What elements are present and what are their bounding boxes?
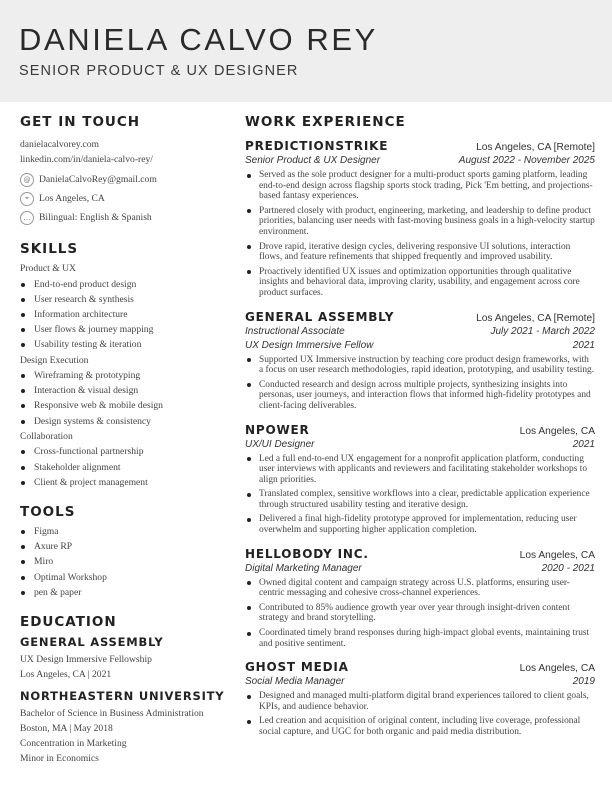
contact-item [20,189,225,208]
job-bullet: Served as the sole product designer for a multi-product sports gaming platform, leading end-to-end design across flagship sports stock trading, Pick 'Em betting, and projections-based fantasy experiences. [245,170,595,202]
role-dates: August 2022 - November 2025 [458,155,595,166]
job-header [245,309,595,325]
role-dates: 2020 - 2021 [541,562,595,574]
tool-item: pen & paper [20,585,225,600]
role-row [245,675,595,689]
resume-header [0,0,612,102]
skill-item: Stakeholder alignment [20,460,225,475]
candidate-name: DANIELA CALVO REY [19,22,378,57]
company-name: PREDICTIONSTRIKE [245,139,389,153]
job-entry [245,138,595,299]
skill-item: Responsive web & mobile design [20,398,225,413]
tool-item: Miro [20,554,225,569]
contact-heading: GET IN TOUCH [20,114,141,130]
role-dates: 2019 [572,676,595,688]
job-bullet: Delivered a final high-fidelity prototype approved for implementation, reducing user overwhelm and supporting higher application completion. [245,514,595,535]
school-name: GENERAL ASSEMBLY [20,634,164,649]
company-name: GENERAL ASSEMBLY [245,309,395,324]
skill-category: Design Execution [20,354,89,366]
job-entry [245,659,595,737]
job-bullet: Supported UX Immersive instruction by teaching core product design frameworks, with a focus on user research methodologies, rapid ideation, prototyping, and usability testing. [245,355,595,376]
skills-list [20,261,225,490]
job-bullet: Designed and managed multi-platform digital brand experiences tailored to client goals, KPIs, and audience behavior. [245,691,595,712]
role-title: Senior Product & UX Designer [245,155,381,166]
contact-text: Los Angeles, CA [39,193,105,204]
skill-item: End-to-end product design [20,277,225,292]
skill-items [20,277,225,353]
role-dates: 2021 [572,438,595,450]
education-detail: UX Design Immersive Fellowship [20,653,152,665]
education-detail: Los Angeles, CA | 2021 [20,668,112,680]
chat-bubble-icon: … [20,211,34,225]
education-detail: Bachelor of Science in Business Administration [20,707,204,719]
job-bullet: Partnered closely with product, engineering, marketing, and leadership to define product priorities, balancing user needs with fast-moving business goals in a high-velocity startup environment. [245,206,595,238]
skill-items [20,368,225,429]
job-header [245,422,595,438]
role-row [245,325,595,339]
education-detail: Boston, MA | May 2018 [20,722,113,734]
job-bullet: Led creation and acquisition of original content, including live coverage, professional social capture, and UGC for both organic and paid media distribution. [245,716,595,737]
skill-items [20,444,225,490]
education-heading: EDUCATION [20,613,117,630]
experience-heading: WORK EXPERIENCE [245,114,406,130]
education-detail: Minor in Economics [20,752,99,764]
job-bullet: Translated complex, sensitive workflows into a clear, predictable application experience through structured usability testing and iterative design. [245,489,595,510]
education-list [20,634,225,766]
contact-list [20,170,225,227]
job-bullet: Led a full end-to-end UX engagement for a nonprofit application platform, conducting user interviews with applicants and reviewers and facilitating stakeholder workshops to align priorities. [245,454,595,486]
skill-item: Wireframing & prototyping [20,368,225,383]
skill-category: Product & UX [20,263,76,274]
job-location: Los Angeles, CA [519,663,595,675]
job-bullet: Conducted research and design across multiple projects, synthesizing insights into personas, user journeys, and interaction flows that informed high-fidelity prototypes and client-facing deliverables. [245,380,595,412]
skill-item: Design systems & consistency [20,414,225,429]
role-row [245,562,595,576]
website-link[interactable]: danielacalvorey.com [20,139,100,150]
job-bullet: Owned digital content and campaign strategy across U.S. platforms, ensuring user-centric messaging and cohesive cross-channel experiences. [245,578,595,599]
role-row [245,154,595,168]
location-pin-icon: ⌖ [20,192,34,206]
job-location: Los Angeles, CA [519,549,595,561]
job-bullet: Proactively identified UX issues and optimization opportunities through qualitative insights and behavioral data, improving clarity, usability, and engagement across core product surfaces. [245,267,595,299]
left-column [20,114,225,766]
education-detail: Concentration in Marketing [20,737,127,749]
role-title: Digital Marketing Manager [245,562,362,574]
email-icon: @ [20,173,34,187]
skill-item: Information architecture [20,307,225,322]
role-title: Instructional Associate [245,325,345,337]
skill-item: Cross-functional partnership [20,444,225,459]
contact-item [20,170,225,189]
job-bullet: Coordinated timely brand responses during high-impact global events, maintaining trust and positive sentiment. [245,628,595,649]
contact-text[interactable]: DanielaCalvoRey@gmail.com [39,174,157,185]
role-title: Social Media Manager [245,676,345,688]
skill-category: Collaboration [20,430,73,442]
right-column [245,114,595,742]
job-bullets [245,691,595,737]
skill-item: Interaction & visual design [20,383,225,398]
skill-item: User research & synthesis [20,292,225,307]
skill-item: User flows & journey mapping [20,322,225,337]
contact-item [20,208,225,227]
company-name: NPOWER [245,422,310,437]
skill-item: Usability testing & iteration [20,337,225,352]
tool-item: Axure RP [20,539,225,554]
job-location: Los Angeles, CA [519,425,595,437]
job-bullets [245,170,595,299]
tools-list [20,524,225,600]
role-dates: 2021 [572,339,595,351]
job-entry [245,546,595,650]
contact-text: Bilingual: English & Spanish [39,212,152,223]
role-row [245,438,595,452]
job-location: Los Angeles, CA [Remote] [476,142,595,153]
tools-heading: TOOLS [20,503,76,520]
skills-heading: SKILLS [20,241,79,257]
job-entry [245,422,595,536]
job-header [245,138,595,154]
company-name: GHOST MEDIA [245,660,349,675]
role-row [245,339,595,353]
job-bullets [245,578,595,650]
tool-item: Figma [20,524,225,539]
job-bullet: Contributed to 85% audience growth year over year through insight-driven content strategy and brand storytelling. [245,603,595,624]
job-bullets [245,355,595,412]
jobs-list [245,138,595,738]
job-bullet: Drove rapid, iterative design cycles, delivering responsive UI solutions, interaction flows, and feature refinements that shipped frequently and improved usability. [245,242,595,263]
job-bullets [245,454,595,536]
role-title: UX Design Immersive Fellow [245,339,374,351]
role-dates: July 2021 - March 2022 [490,325,595,337]
tool-item: Optimal Workshop [20,570,225,585]
role-title: UX/UI Designer [245,438,315,450]
company-name: HELLOBODY INC. [245,546,369,561]
job-header [245,546,595,562]
linkedin-link[interactable]: linkedin.com/in/daniela-calvo-rey/ [20,154,153,165]
job-entry [245,309,595,412]
school-name: NORTHEASTERN UNIVERSITY [20,688,225,703]
job-header [245,659,595,675]
job-location: Los Angeles, CA [Remote] [476,312,595,324]
candidate-title: SENIOR PRODUCT & UX DESIGNER [19,63,299,79]
skill-item: Client & project management [20,475,225,490]
